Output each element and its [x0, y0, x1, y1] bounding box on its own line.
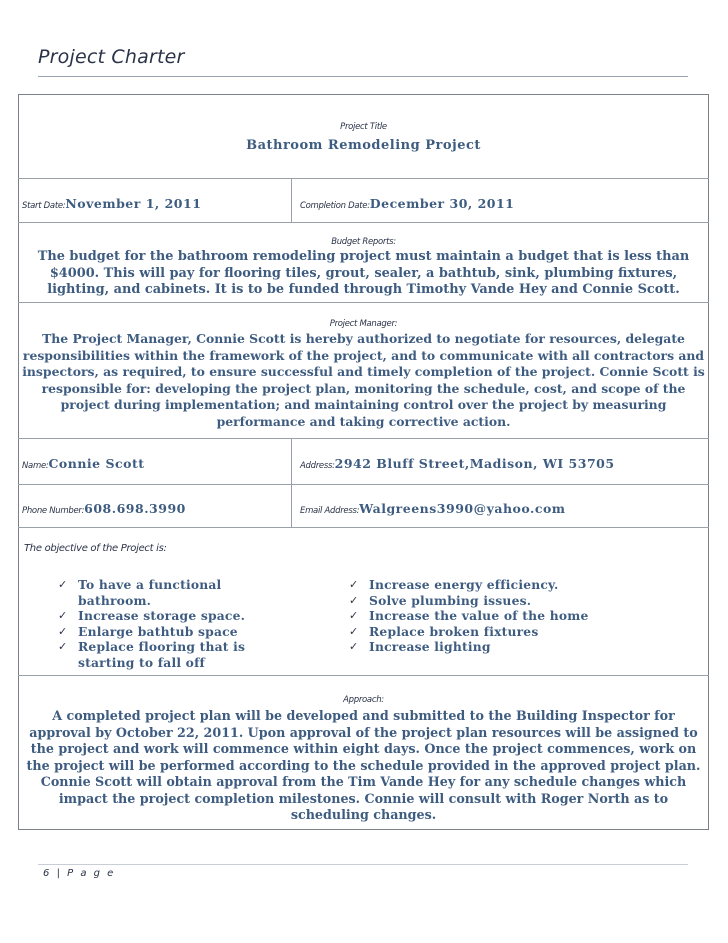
start-date-field — [22, 193, 201, 212]
name-label: Name: — [22, 461, 49, 471]
list-item: ✓ Solve plumbing issues. — [349, 592, 532, 608]
column-divider — [291, 438, 292, 527]
check-icon: ✓ — [349, 578, 359, 591]
project-title-label: Project Title — [340, 122, 387, 132]
email-label: Email Address: — [300, 506, 360, 516]
address-field — [300, 453, 615, 472]
email-field — [300, 498, 566, 517]
phone-value: 608.698.3990 — [84, 501, 186, 516]
row-divider — [18, 438, 709, 439]
row-divider — [18, 527, 709, 528]
check-icon: ✓ — [58, 624, 68, 638]
list-item: ✓ To have a functional bathroom. — [58, 577, 222, 608]
name-field — [22, 453, 145, 472]
list-item: ✓ Enlarge bathtub space — [58, 623, 238, 639]
page-footer — [43, 868, 115, 879]
row-divider — [18, 302, 709, 303]
objectives-left-list — [58, 577, 298, 670]
row-divider — [18, 484, 709, 485]
project-title-value: Bathroom Remodeling Project — [246, 138, 481, 153]
manager-text: The Project Manager, Connie Scott is hereby authorized to negotiate for resources, delegate responsibilities within the framework of the project, and to communicate with all contractors and inspectors, as required, to ensure successful and timely completion of the project. Connie Scott is responsible for: developing the project plan, monitoring the schedule, cost, and scope of the project during implementation; and maintaining control over the project by measuring performance and taking corrective action. — [22, 331, 705, 429]
budget-text: The budget for the bathroom remodeling project must maintain a budget that is less than $4000. This will pay for flooring tiles, grout, sealer, a bathtub, sink, plumbing fixtures, lighting, and cabinets. It is to be funded through Timothy Vande Hey and Connie Scott. — [37, 249, 690, 297]
list-item: ✓ Increase storage space. — [58, 608, 246, 623]
start-date-label: Start Date: — [22, 201, 66, 211]
page-label: | P a g e — [56, 868, 116, 879]
phone-label: Phone Number: — [22, 506, 85, 516]
footer-rule — [38, 864, 688, 865]
list-item: ✓ Increase the value of the home — [349, 608, 589, 623]
check-icon: ✓ — [58, 640, 68, 653]
list-item: ✓ Increase lighting — [349, 639, 491, 654]
list-item: ✓ Replace broken fixtures — [349, 623, 539, 639]
row-divider — [18, 178, 709, 179]
check-icon: ✓ — [349, 624, 359, 638]
check-icon: ✓ — [349, 593, 359, 607]
check-icon: ✓ — [58, 609, 68, 622]
completion-date-field — [300, 193, 514, 212]
approach-text: A completed project plan will be developed and submitted to the Building Inspector for approval by October 22, 2011. Upon approval of the project plan resources will be assigned to the project and work will commence within eight days. Once the project commences, work on the project will be performed according to the schedule provided in the approved project plan. Connie Scott will obtain approval from the Tim Vande Hey for any schedule changes which impact the project completion milestones. Connie will consult with Roger North as to scheduling changes. — [26, 708, 701, 822]
start-date-value: November 1, 2011 — [65, 196, 202, 211]
header-rule — [38, 76, 688, 77]
address-value: 2942 Bluff Street,Madison, WI 53705 — [334, 456, 615, 471]
check-icon: ✓ — [349, 640, 359, 653]
page-header-title: Project Charter — [38, 46, 185, 68]
list-item: ✓ Increase energy efficiency. — [349, 577, 559, 592]
objectives-right-list — [349, 577, 679, 655]
row-divider — [18, 675, 709, 676]
page-number: 6 — [43, 868, 52, 879]
check-icon: ✓ — [349, 609, 359, 622]
objectives-label: The objective of the Project is: — [24, 543, 167, 554]
check-icon: ✓ — [58, 578, 68, 591]
budget-label: Budget Reports: — [331, 237, 396, 247]
manager-label: Project Manager: — [329, 319, 398, 329]
column-divider — [291, 178, 292, 222]
completion-date-label: Completion Date: — [300, 201, 370, 211]
name-value: Connie Scott — [48, 456, 145, 471]
row-divider — [18, 222, 709, 223]
phone-field — [22, 498, 186, 517]
completion-date-value: December 30, 2011 — [369, 196, 515, 211]
approach-label: Approach: — [343, 695, 384, 705]
address-label: Address: — [300, 461, 335, 471]
email-value: Walgreens3990@yahoo.com — [359, 501, 566, 516]
list-item: ✓ Replace flooring that is starting to fall off — [58, 639, 246, 670]
